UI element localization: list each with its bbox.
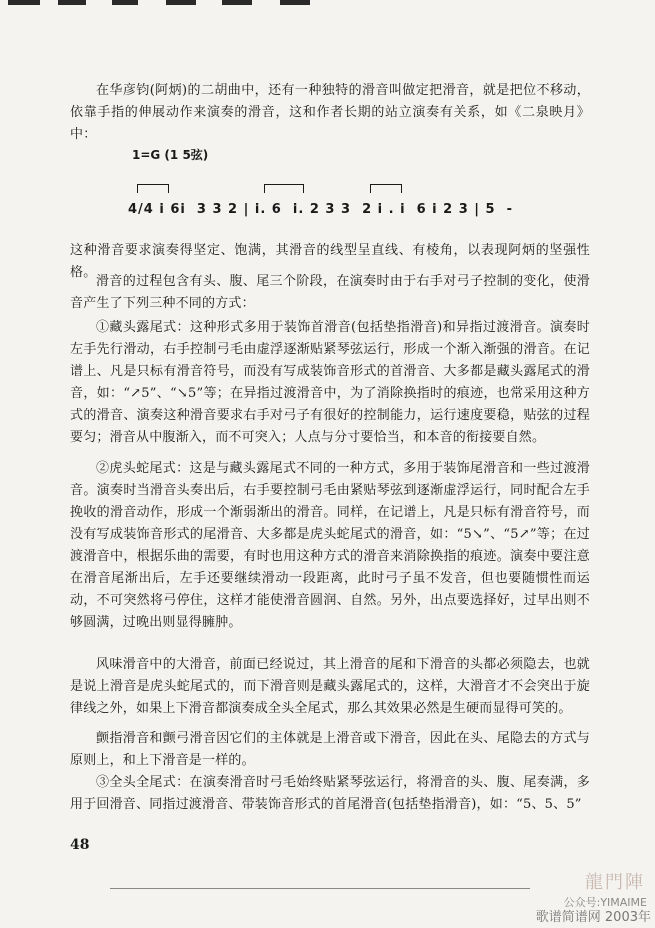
paragraph-7: 颤指滑音和颤弓滑音因它们的主体就是上滑音或下滑音，因此在头、尾隐去的方式与原则上，和上下滑音是一样的。 [70,731,590,768]
watermark-site: 公众号:YIMAIME [563,896,647,909]
paragraph-3: 滑音的过程包含有头、腹、尾三个阶段，在演奏时由于右手对弓子控制的变化，使滑音产生了下列三种不同的方式： [70,274,590,311]
slur-1 [137,184,169,193]
paragraph-8: ③全头全尾式：在演奏滑音时弓毛始终贴紧琴弦运行，将滑音的头、腹、尾奏满，多用于回滑音、同指过渡滑音、带装饰音形式的首尾滑音(包括垫指滑音)，如：“5、5、5” [70,775,590,812]
slur-2 [264,184,304,193]
footer-divider [110,888,530,889]
paragraph-6: 风味滑音中的大滑音，前面已经说过，其上滑音的尾和下滑音的头都必须隐去，也就是说上滑音是虎头蛇尾式的，而下滑音则是藏头露尾式的，这样，大滑音才不会突出于旋律线之外，如果上下滑音都演奏成全头全尾式，那么其效果必然是生硬而显得可笑的。 [70,657,590,716]
watermark-logo: 龍門陣 [585,872,645,893]
paragraph-5: ②虎头蛇尾式：这是与藏头露尾式不同的一种方式，多用于装饰尾滑音和一些过渡滑音。演奏时当滑音头奏出后，右手要控制弓毛由紧贴琴弦到逐渐虚浮运行，同时配合左手挽收的滑音动作，形成一个渐弱渐出的滑音。同样，在记谱上，凡是只标有滑音符号，而没有写成装饰音形式的尾滑音、大多都是虎头蛇尾式的滑音，如：“5↘”、“5↗”等；在过渡滑音中，根据乐曲的需要，有时也用这种方式的滑音来消除换指的痕迹。演奏中要注意在滑音尾渐出后，左手还要继续滑动一段距离，此时弓子虽不发音，但也要随惯性而运动，不可突然将弓停住，这样才能使滑音圆润、自然。另外，出点要选择好，过早出则不够圆满，过晚出则显得臃肿。 [70,461,590,630]
paragraph-2: 这种滑音要求演奏得坚定、饱满，其滑音的线型呈直线、有棱角，以表现阿炳的坚强性格。 [70,243,590,280]
paragraph-intro: 在华彦钧(阿炳)的二胡曲中，还有一种独特的滑音叫做定把滑音，就是把位不移动，依靠手指的伸展动作来演奏的滑音，这和作者长期的站立演奏有关系，如《二泉映月》中： [70,83,590,142]
score-key: 1=G (1 5弦) [132,148,209,162]
page-number: 48 [70,837,90,853]
slur-3 [370,184,402,193]
watermark-caption: 歌谱简谱网 2003年 [535,910,651,925]
top-scan-marks [0,0,655,10]
paragraph-4: ①藏头露尾式：这种形式多用于装饰首滑音(包括垫指滑音)和异指过渡滑音。演奏时左手先行滑动，右手控制弓毛由虚浮逐渐贴紧琴弦运行，形成一个渐入渐强的滑音。在记谱上、凡是只标有滑音符号，而没有写成装饰音形式的首滑音、大多都是藏头露尾式的滑音，如：“↗5”、“↘5”等；在异指过渡滑音中，为了消除换指时的痕迹，也常采用这种方式的滑音、演奏这种滑音要求右手对弓子有很好的控制能力，运行速度要稳，贴弦的过程要匀；滑音从中腹渐入，而不可突入；人点与分寸要恰当，和本音的衔接要自然。 [70,320,590,445]
score-notes: 4/4 i 6i 3 3 2 | i. 6 i. 2 3 3 2 i . i 6 i 2 3 | 5 - [128,202,514,217]
